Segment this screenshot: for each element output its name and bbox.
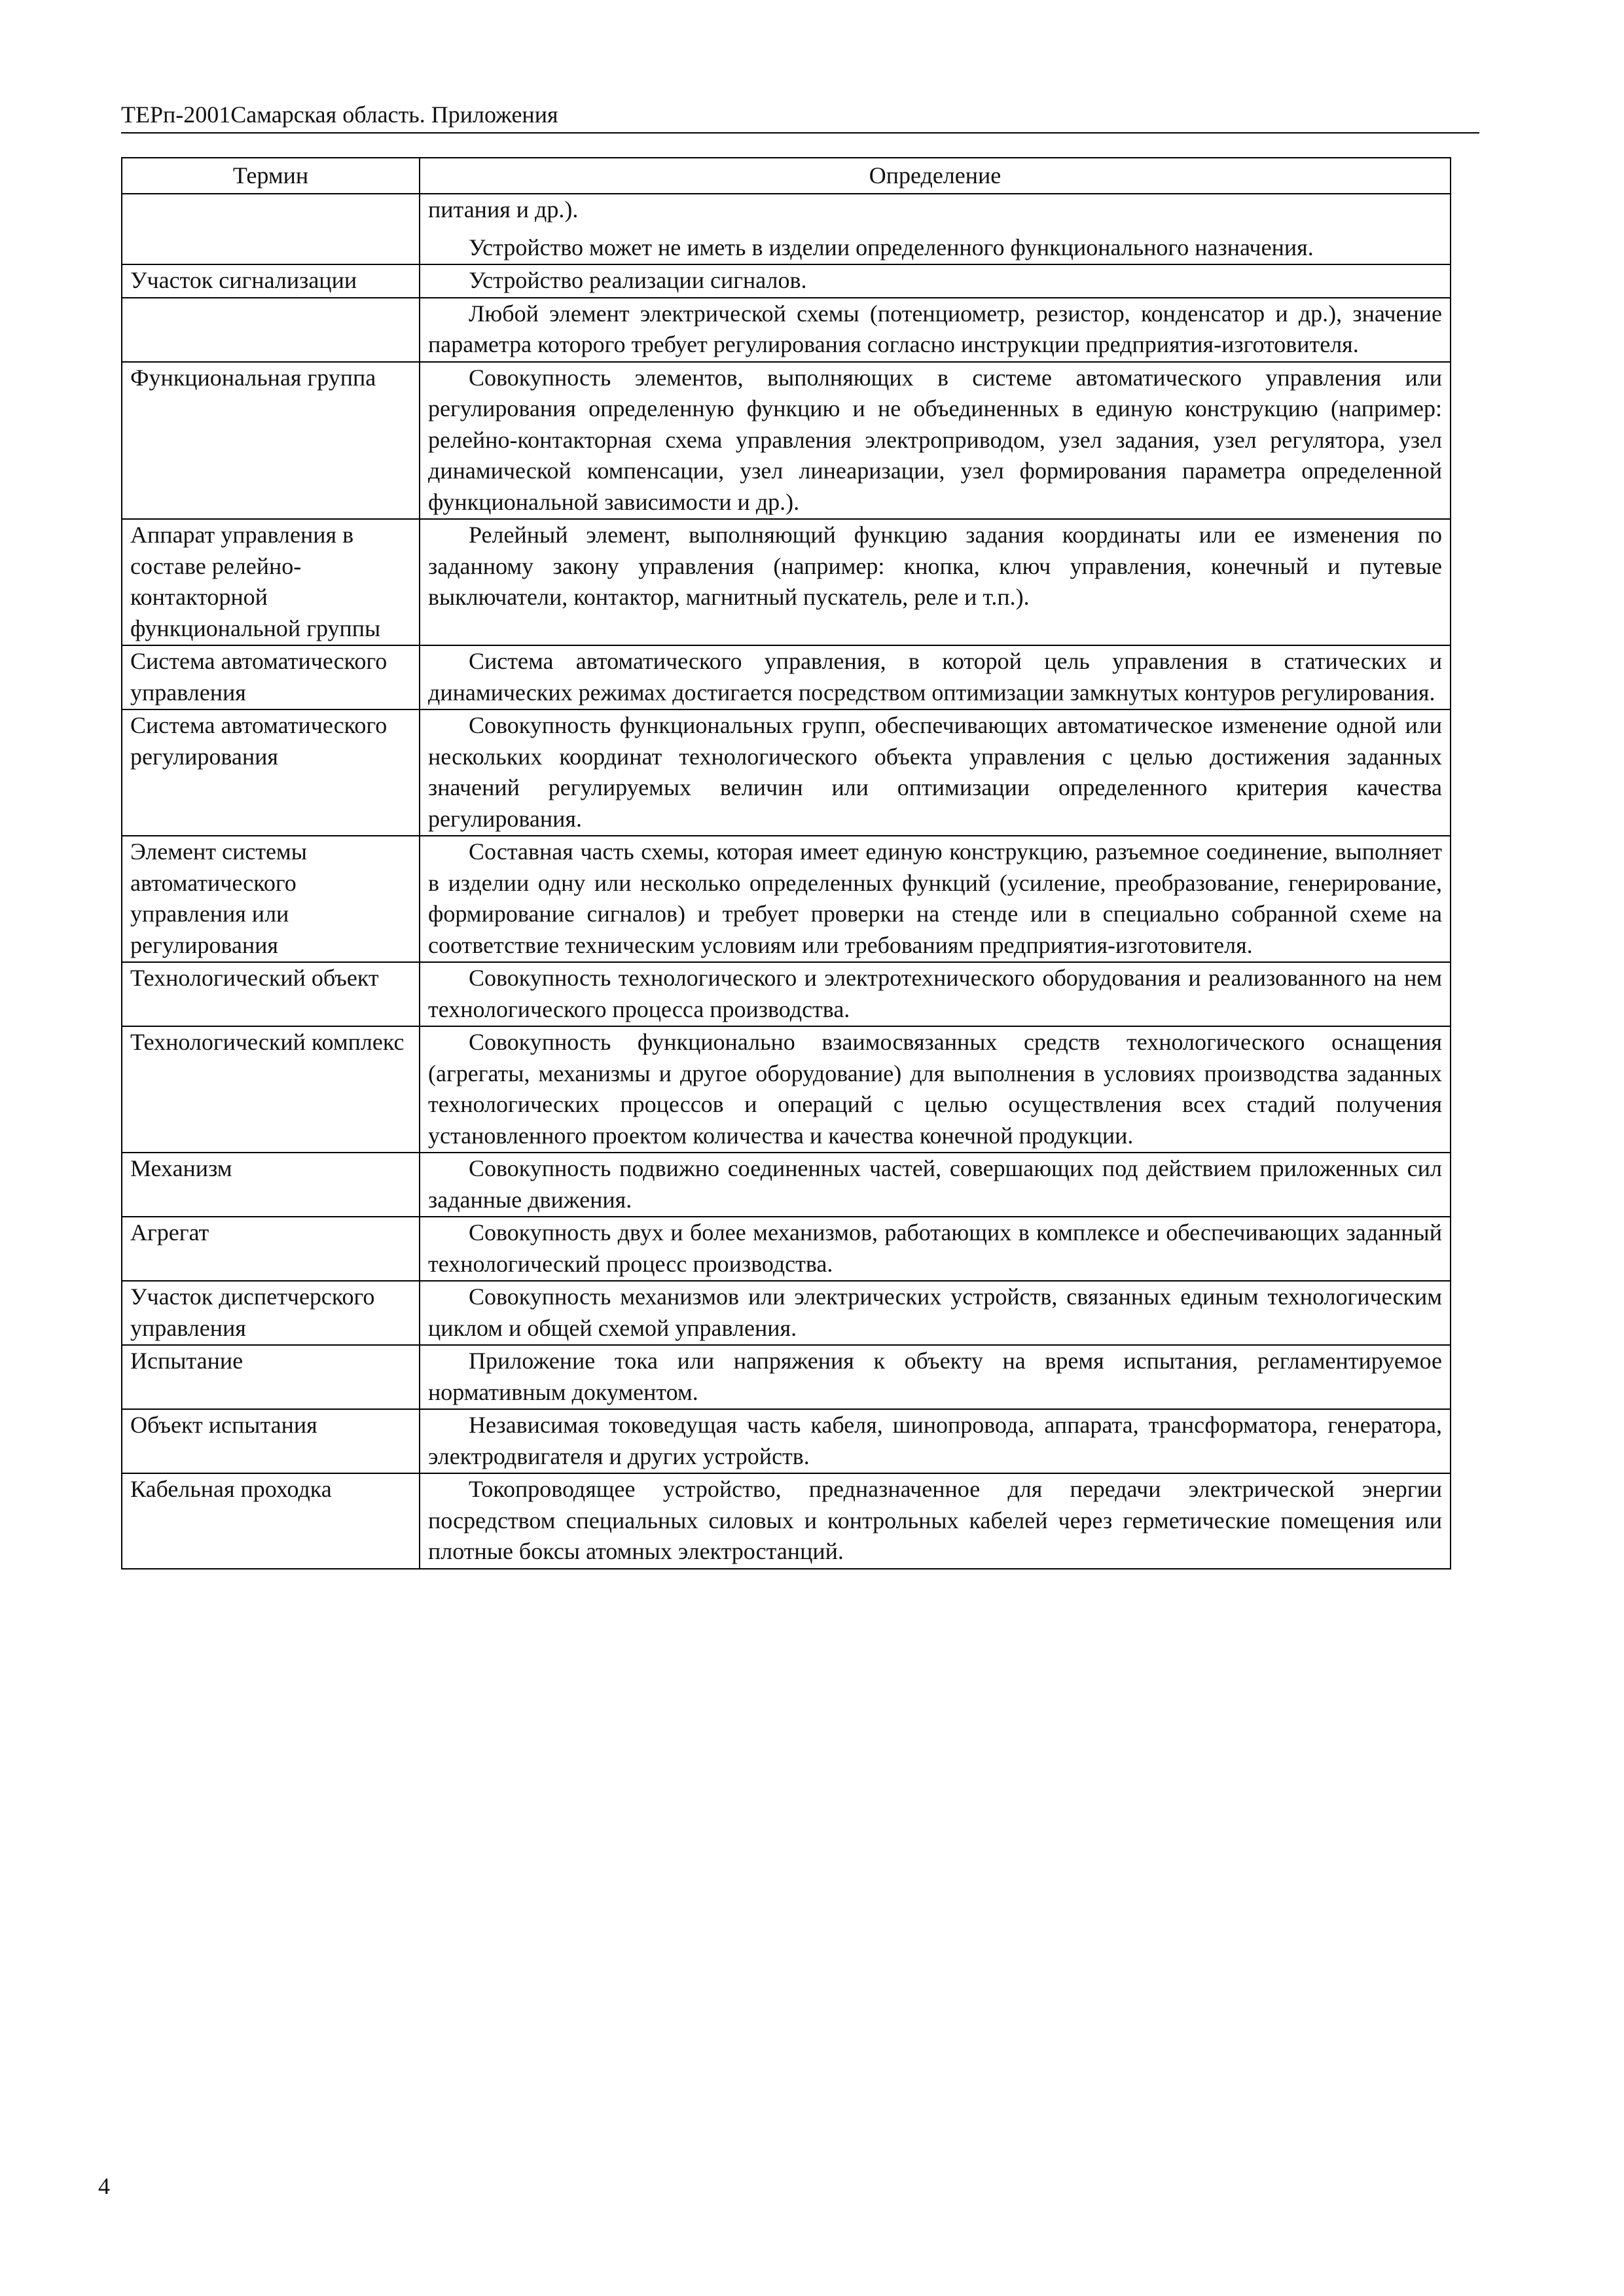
term-cell: Аппарат управления в составе релейно-контакторной функциональной группы: [122, 519, 420, 645]
table-header-row: [122, 158, 1451, 194]
table-row: [122, 1026, 1451, 1153]
term-cell: Испытание: [122, 1345, 420, 1409]
definition-paragraph: Система автоматического управления, в которой цель управления в статических и динамических режимах достигается посредством оптимизации замкнутых контуров регулирования.: [428, 648, 1442, 706]
table-row: [122, 645, 1451, 709]
table-row: [122, 1345, 1451, 1409]
table-row: [122, 1217, 1451, 1281]
definition-paragraph: Совокупность технологического и электротехнического оборудования и реализованного на нем технологического процесса производства.: [428, 965, 1442, 1022]
definition-cell: [420, 1026, 1451, 1153]
definition-cell: [420, 836, 1451, 962]
definition-cell: [420, 1217, 1451, 1281]
term-cell: Система автоматического управления: [122, 645, 420, 709]
definition-paragraph: питания и др.).: [428, 196, 579, 223]
definition-cell: [420, 1345, 1451, 1409]
table-row: [122, 1153, 1451, 1217]
term-cell: Функциональная группа: [122, 362, 420, 520]
term-cell: Система автоматического регулирования: [122, 709, 420, 836]
column-header-definition: Определение: [420, 158, 1451, 194]
table-row: [122, 1409, 1451, 1473]
table-row: [122, 519, 1451, 645]
definition-cell: [420, 362, 1451, 520]
definition-paragraph: Составная часть схемы, которая имеет единую конструкцию, разъемное соединение, выполняет в изделии одну или несколько определенных функций (усиление, преобразование, генерирование, формирование сигналов) и требует проверки на стенде или в специально собранной схеме на соответствие техническим условиям или требованиям предприятия-изготовителя.: [428, 838, 1442, 958]
definition-cell: [420, 962, 1451, 1026]
definition-cell: [420, 298, 1451, 362]
table-row: [122, 709, 1451, 836]
table-row: [122, 1473, 1451, 1569]
table-row: [122, 194, 1451, 264]
definition-paragraph: Совокупность двух и более механизмов, работающих в комплексе и обеспечивающих заданный технологический процесс производства.: [428, 1219, 1442, 1277]
table-row: [122, 264, 1451, 298]
term-cell: Объект испытания: [122, 1409, 420, 1473]
definition-paragraph: Релейный элемент, выполняющий функцию задания координаты или ее изменения по заданному закону управления (например: кнопка, ключ управления, конечный и путевые выключатели, контактор, магнитный пускатель, реле и т.п.).: [428, 522, 1442, 610]
column-header-term: Термин: [122, 158, 420, 194]
term-cell: Механизм: [122, 1153, 420, 1217]
table-body: [122, 194, 1451, 1569]
term-cell: Элемент системы автоматического управления или регулирования: [122, 836, 420, 962]
term-cell: Агрегат: [122, 1217, 420, 1281]
term-cell: Участок сигнализации: [122, 264, 420, 298]
definition-paragraph: Любой элемент электрической схемы (потенциометр, резистор, конденсатор и др.), значение параметра которого требует регулирования согласно инструкции предприятия-изготовителя.: [428, 300, 1442, 357]
definition-cell: [420, 519, 1451, 645]
table-row: [122, 1281, 1451, 1345]
term-cell: Участок диспетчерского управления: [122, 1281, 420, 1345]
definition-cell: [420, 1281, 1451, 1345]
definition-cell: [420, 194, 1451, 264]
definition-paragraph: Приложение тока или напряжения к объекту на время испытания, регламентируемое нормативным документом.: [428, 1348, 1442, 1405]
definition-cell: [420, 645, 1451, 709]
term-cell: Технологический комплекс: [122, 1026, 420, 1153]
term-cell: Кабельная проходка: [122, 1473, 420, 1569]
page-number: 4: [98, 2173, 110, 2199]
definition-cell: [420, 1473, 1451, 1569]
definition-cell: [420, 1153, 1451, 1217]
definition-paragraph: Совокупность функционально взаимосвязанных средств технологического оснащения (агрегаты, механизмы и другое оборудование) для выполнения в условиях производства заданных технологических процессов и операций с целью осуществления всех стадий получения установленного проектом количества и качества конечной продукции.: [428, 1029, 1442, 1149]
definition-paragraph: Совокупность механизмов или электрических устройств, связанных единым технологическим циклом и общей схемой управления.: [428, 1283, 1442, 1341]
definition-paragraph: Токопроводящее устройство, предназначенное для передачи электрической энергии посредством специальных силовых и контрольных кабелей через герметические помещения или плотные боксы атомных электростанций.: [428, 1476, 1442, 1564]
definition-paragraph: Совокупность функциональных групп, обеспечивающих автоматическое изменение одной или нескольких координат технологического объекта управления с целью достижения заданных значений регулируемых величин или оптимизации определенного критерия качества регулирования.: [428, 712, 1442, 832]
definition-paragraph: Устройство реализации сигналов.: [469, 267, 807, 293]
definition-cell: [420, 1409, 1451, 1473]
term-cell: Технологический объект: [122, 962, 420, 1026]
table-row: [122, 836, 1451, 962]
definition-cell: [420, 709, 1451, 836]
definition-paragraph: Устройство может не иметь в изделии определенного функционального назначения.: [469, 234, 1314, 260]
definition-paragraph: Совокупность подвижно соединенных частей, совершающих под действием приложенных сил заданные движения.: [428, 1155, 1442, 1213]
term-cell: [122, 194, 420, 264]
table-row: [122, 362, 1451, 520]
page-header: ТЕРп-2001Самарская область. Приложения: [121, 98, 1479, 134]
definition-paragraph: Совокупность элементов, выполняющих в системе автоматического управления или регулирования определенную функцию и не объединенных в единую конструкцию (например: релейно-контакторная схема управления электроприводом, узел задания, узел регулятора, узел динамической компенсации, узел линеаризации, узел формирования параметра определенной функциональной зависимости и др.).: [428, 364, 1442, 515]
definition-cell: [420, 264, 1451, 298]
table-row: [122, 962, 1451, 1026]
table-row: [122, 298, 1451, 362]
definition-paragraph: Независимая токоведущая часть кабеля, шинопровода, аппарата, трансформатора, генератора, электродвигателя и других устройств.: [428, 1412, 1442, 1469]
terms-table: [121, 157, 1451, 1570]
term-cell: [122, 298, 420, 362]
